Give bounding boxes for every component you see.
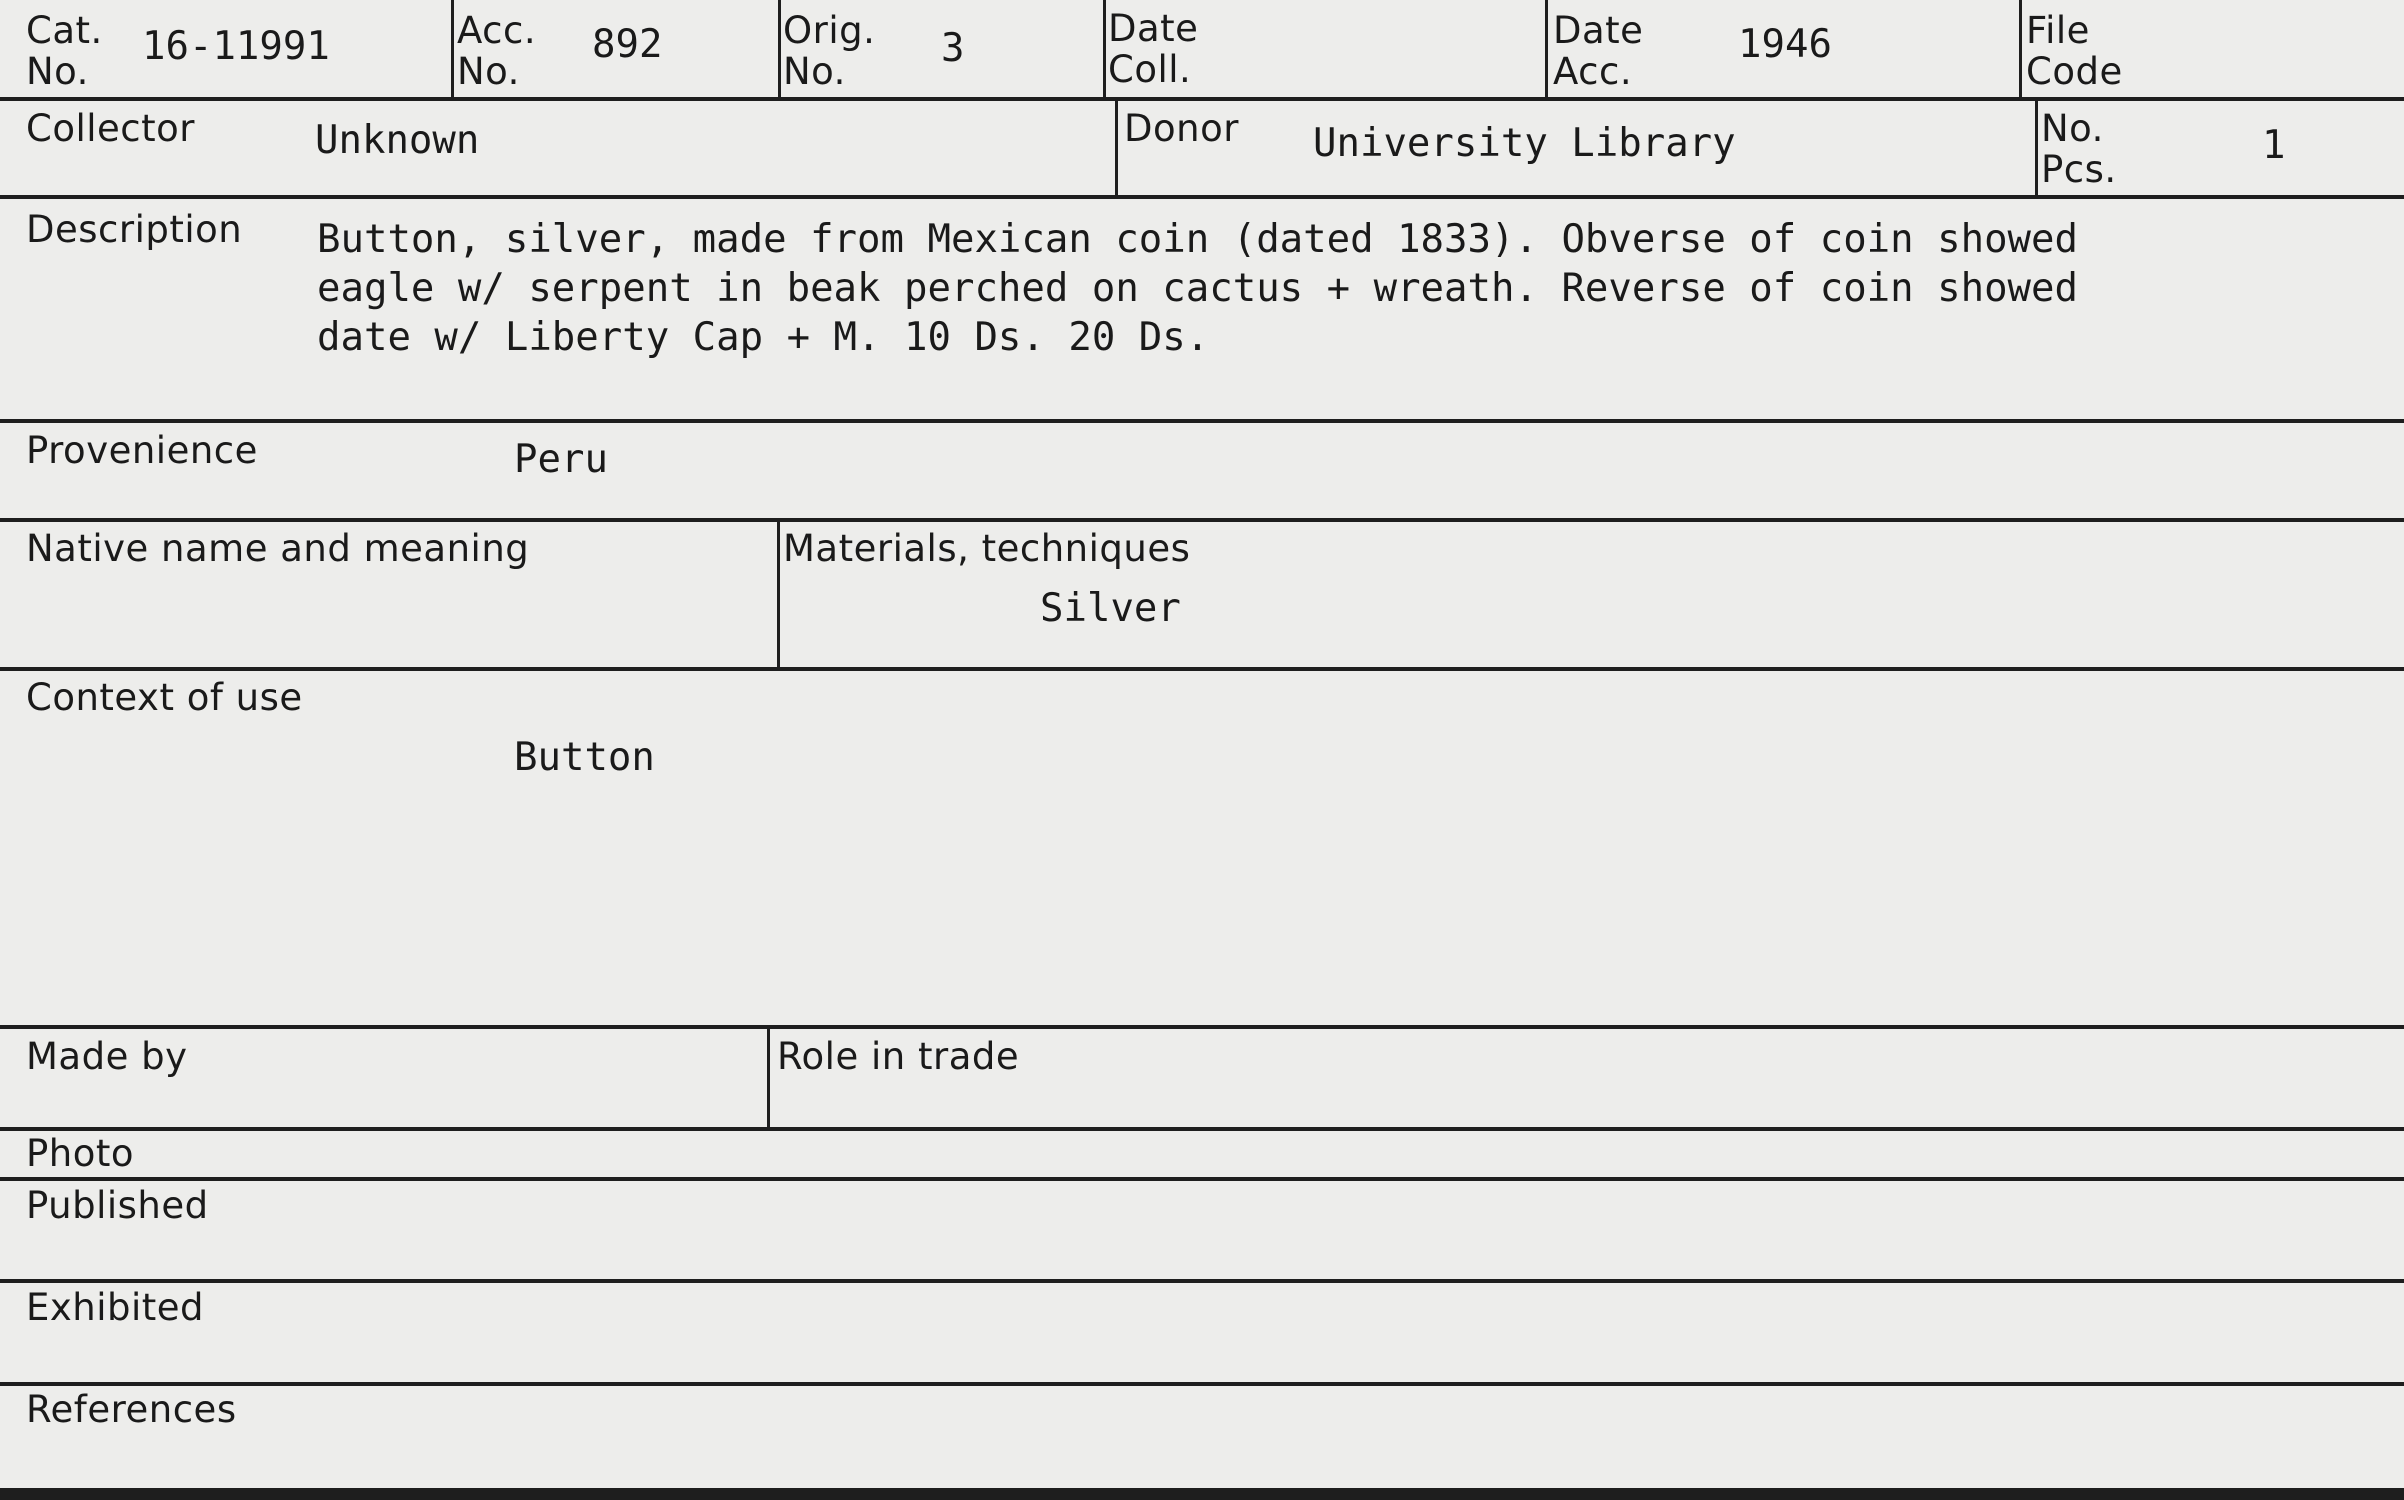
description-text xyxy=(317,215,2337,362)
context-value: Button xyxy=(514,735,655,780)
published-label: Published xyxy=(26,1184,209,1227)
donor-value: University Library xyxy=(1313,121,1736,166)
row-divider xyxy=(0,1177,2404,1181)
column-divider xyxy=(778,0,781,97)
cat-no-value: 16-11991 xyxy=(142,24,330,69)
date-coll-label: Date Coll. xyxy=(1108,7,1199,91)
collector-value: Unknown xyxy=(315,118,480,163)
description-label: Description xyxy=(26,208,243,251)
card-bottom-edge xyxy=(0,1488,2404,1500)
role-in-trade-label: Role in trade xyxy=(777,1035,1020,1078)
date-acc-value: 1946 xyxy=(1738,22,1832,67)
column-divider xyxy=(1545,0,1548,97)
column-divider xyxy=(2035,97,2038,197)
description-line: eagle w/ serpent in beak perched on cactus + wreath. Reverse of coin showed xyxy=(317,266,2078,311)
acc-no-label: Acc. No. xyxy=(457,9,537,93)
column-divider xyxy=(1115,97,1118,197)
donor-label: Donor xyxy=(1124,107,1239,150)
row-divider xyxy=(0,419,2404,423)
exhibited-label: Exhibited xyxy=(26,1286,205,1329)
made-by-label: Made by xyxy=(26,1035,188,1078)
column-divider xyxy=(767,1025,770,1129)
orig-no-label: Orig. No. xyxy=(783,9,876,93)
description-line: Button, silver, made from Mexican coin (dated 1833). Obverse of coin showed xyxy=(317,217,2078,262)
row-divider xyxy=(0,518,2404,522)
collector-label: Collector xyxy=(26,107,195,150)
provenience-value: Peru xyxy=(514,437,608,482)
row-divider xyxy=(0,1279,2404,1283)
row-divider xyxy=(0,1025,2404,1029)
column-divider xyxy=(777,518,780,669)
orig-no-value: 3 xyxy=(941,26,965,71)
file-code-label: File Code xyxy=(2026,9,2123,93)
row-divider xyxy=(0,1127,2404,1131)
column-divider xyxy=(2019,0,2022,97)
context-label: Context of use xyxy=(26,676,303,719)
row-divider xyxy=(0,97,2404,101)
native-name-label: Native name and meaning xyxy=(26,527,530,570)
row-divider xyxy=(0,667,2404,671)
description-line: date w/ Liberty Cap + M. 10 Ds. 20 Ds. xyxy=(317,315,1210,360)
no-pcs-label: No. Pcs. xyxy=(2041,107,2117,191)
cat-no-label: Cat. No. xyxy=(26,9,103,93)
references-label: References xyxy=(26,1388,237,1431)
provenience-label: Provenience xyxy=(26,429,258,472)
no-pcs-value: 1 xyxy=(2262,123,2286,168)
column-divider xyxy=(451,0,454,97)
materials-value: Silver xyxy=(1040,586,1181,631)
materials-label: Materials, techniques xyxy=(783,527,1191,570)
row-divider xyxy=(0,195,2404,199)
column-divider xyxy=(1103,0,1106,97)
row-divider xyxy=(0,1382,2404,1386)
acc-no-value: 892 xyxy=(592,22,663,67)
photo-label: Photo xyxy=(26,1132,135,1175)
date-acc-label: Date Acc. xyxy=(1553,9,1644,93)
